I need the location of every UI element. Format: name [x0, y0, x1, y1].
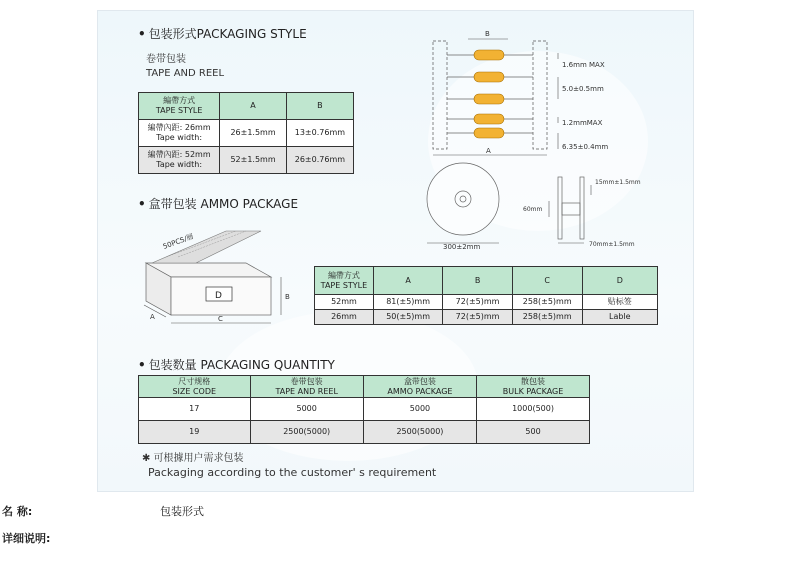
ammo-package-heading — [138, 195, 298, 212]
ammo-table — [314, 266, 658, 325]
dim-alignment: 1.2mmMAX — [562, 119, 603, 127]
row-label — [139, 120, 220, 147]
packaging-style-heading — [138, 25, 307, 42]
component-body — [474, 72, 504, 82]
header-a: A — [373, 267, 442, 295]
header-cn: 盒带包装 — [403, 376, 436, 386]
header-size-code — [139, 376, 251, 398]
table-row — [139, 147, 354, 174]
cell-a: 81(±5)mm — [373, 295, 442, 310]
quantity-table — [138, 375, 590, 444]
cell-style: 26mm — [315, 310, 374, 325]
header-cn: 卷带包装 — [290, 376, 323, 386]
header-tape-style — [315, 267, 374, 295]
component-body — [474, 50, 504, 60]
reel-width1-label: 15mm±1.5mm — [595, 179, 641, 186]
tape-reel-label-en: TAPE AND REEL — [146, 68, 225, 79]
table-row — [139, 421, 590, 444]
header-ammo-package — [363, 376, 476, 398]
component-body — [474, 128, 504, 138]
header-en: SIZE CODE — [172, 386, 217, 396]
cell-tape-reel: 2500(5000) — [250, 421, 363, 444]
table-header-row — [139, 376, 590, 398]
heading-text: 盒带包装 AMMO PACKAGE — [148, 197, 299, 211]
cell-size-code: 19 — [139, 421, 251, 444]
reel-flange-right — [580, 177, 584, 239]
packaging-info-panel — [97, 10, 694, 492]
reel-core — [562, 203, 580, 215]
cell-a: 50(±5)mm — [373, 310, 442, 325]
table-row — [315, 310, 658, 325]
row-label-en: Tape width: — [156, 160, 203, 169]
header-cn: 散包装 — [521, 376, 546, 386]
cell-b: 26±0.76mm — [286, 147, 353, 174]
heading-text: 包装数量 PACKAGING QUANTITY — [148, 358, 335, 372]
cell-b: 72(±5)mm — [443, 295, 512, 310]
cell-c: 258(±5)mm — [512, 295, 582, 310]
cell-bulk: 500 — [477, 421, 590, 444]
row-label-cn: 編帶內距: 52mm — [147, 150, 211, 159]
dim-a-label: A — [486, 147, 491, 155]
note-cn: ✱ 可根據用户需求包装 — [142, 453, 244, 464]
packaging-quantity-heading — [138, 356, 335, 373]
cell-bulk: 1000(500) — [477, 398, 590, 421]
table-header-row — [315, 267, 658, 295]
dim-pitch: 5.0±0.5mm — [562, 85, 604, 93]
name-value: 包装形式 — [160, 505, 204, 518]
box-a-label: A — [150, 313, 155, 321]
header-en: TAPE STYLE — [320, 280, 368, 290]
header-cn: 編帶方式 — [327, 270, 360, 280]
header-tape-reel — [250, 376, 363, 398]
header-d: D — [582, 267, 657, 295]
header-b: B — [286, 93, 353, 120]
tape-reel-table — [138, 92, 354, 174]
reel-diameter-label: 300±2mm — [443, 243, 481, 251]
tape-reel-label-cn: 卷带包装 — [146, 54, 186, 65]
name-label: 名 称: — [2, 505, 33, 518]
heading-text: 包装形式PACKAGING STYLE — [148, 27, 307, 41]
reel-height-label: 60mm — [523, 206, 543, 213]
table-row — [139, 398, 590, 421]
component-body — [474, 114, 504, 124]
ammo-box-diagram — [136, 217, 311, 327]
header-en: BULK PACKAGE — [502, 386, 564, 396]
dim-lead-spacing: 6.35±0.4mm — [562, 143, 609, 151]
box-d-label: D — [215, 291, 222, 301]
header-cn: 尺寸规格 — [178, 376, 211, 386]
cell-ammo: 2500(5000) — [363, 421, 476, 444]
table-row — [139, 120, 354, 147]
header-b: B — [443, 267, 512, 295]
tape-left-edge — [433, 41, 447, 149]
cell-tape-reel: 5000 — [250, 398, 363, 421]
bullet: • — [138, 358, 146, 372]
header-en: AMMO PACKAGE — [387, 386, 453, 396]
cell-a: 26±1.5mm — [220, 120, 287, 147]
cell-style: 52mm — [315, 295, 374, 310]
reel-flange-left — [558, 177, 562, 239]
header-en: TAPE AND REEL — [275, 386, 338, 396]
header-tape-style — [139, 93, 220, 120]
header-cn: 編帶方式 — [163, 96, 196, 105]
reel-width2-label: 70mm±1.5mm — [589, 241, 635, 248]
header-en: TAPE STYLE — [155, 106, 203, 115]
dim-b-label: B — [485, 30, 490, 38]
tape-right-edge — [533, 41, 547, 149]
row-label — [139, 147, 220, 174]
cell-ammo: 5000 — [363, 398, 476, 421]
detail-label: 详细说明: — [2, 532, 51, 545]
header-c: C — [512, 267, 582, 295]
table-header-row — [139, 93, 354, 120]
dim-lead-diameter: 1.6mm MAX — [562, 61, 605, 69]
row-label-cn: 編帶內距: 26mm — [147, 123, 211, 132]
header-bulk-package — [477, 376, 590, 398]
header-a: A — [220, 93, 287, 120]
note-en: Packaging according to the customer' s requirement — [148, 466, 437, 479]
cell-a: 52±1.5mm — [220, 147, 287, 174]
component-body — [474, 94, 504, 104]
row-label-en: Tape width: — [156, 133, 203, 142]
bullet: • — [138, 27, 146, 41]
table-row — [315, 295, 658, 310]
cell-b: 13±0.76mm — [286, 120, 353, 147]
box-b-label: B — [285, 293, 290, 301]
box-count-label: 50PCS/層 — [161, 232, 195, 251]
cell-d: 贴标签 — [582, 295, 657, 310]
tape-component-diagram — [428, 21, 678, 161]
reel-outer — [427, 163, 499, 235]
cell-size-code: 17 — [139, 398, 251, 421]
reel-diagram — [423, 161, 673, 256]
cell-b: 72(±5)mm — [443, 310, 512, 325]
box-c-label: C — [218, 315, 223, 323]
bullet: • — [138, 197, 146, 211]
cell-d: Lable — [582, 310, 657, 325]
cell-c: 258(±5)mm — [512, 310, 582, 325]
